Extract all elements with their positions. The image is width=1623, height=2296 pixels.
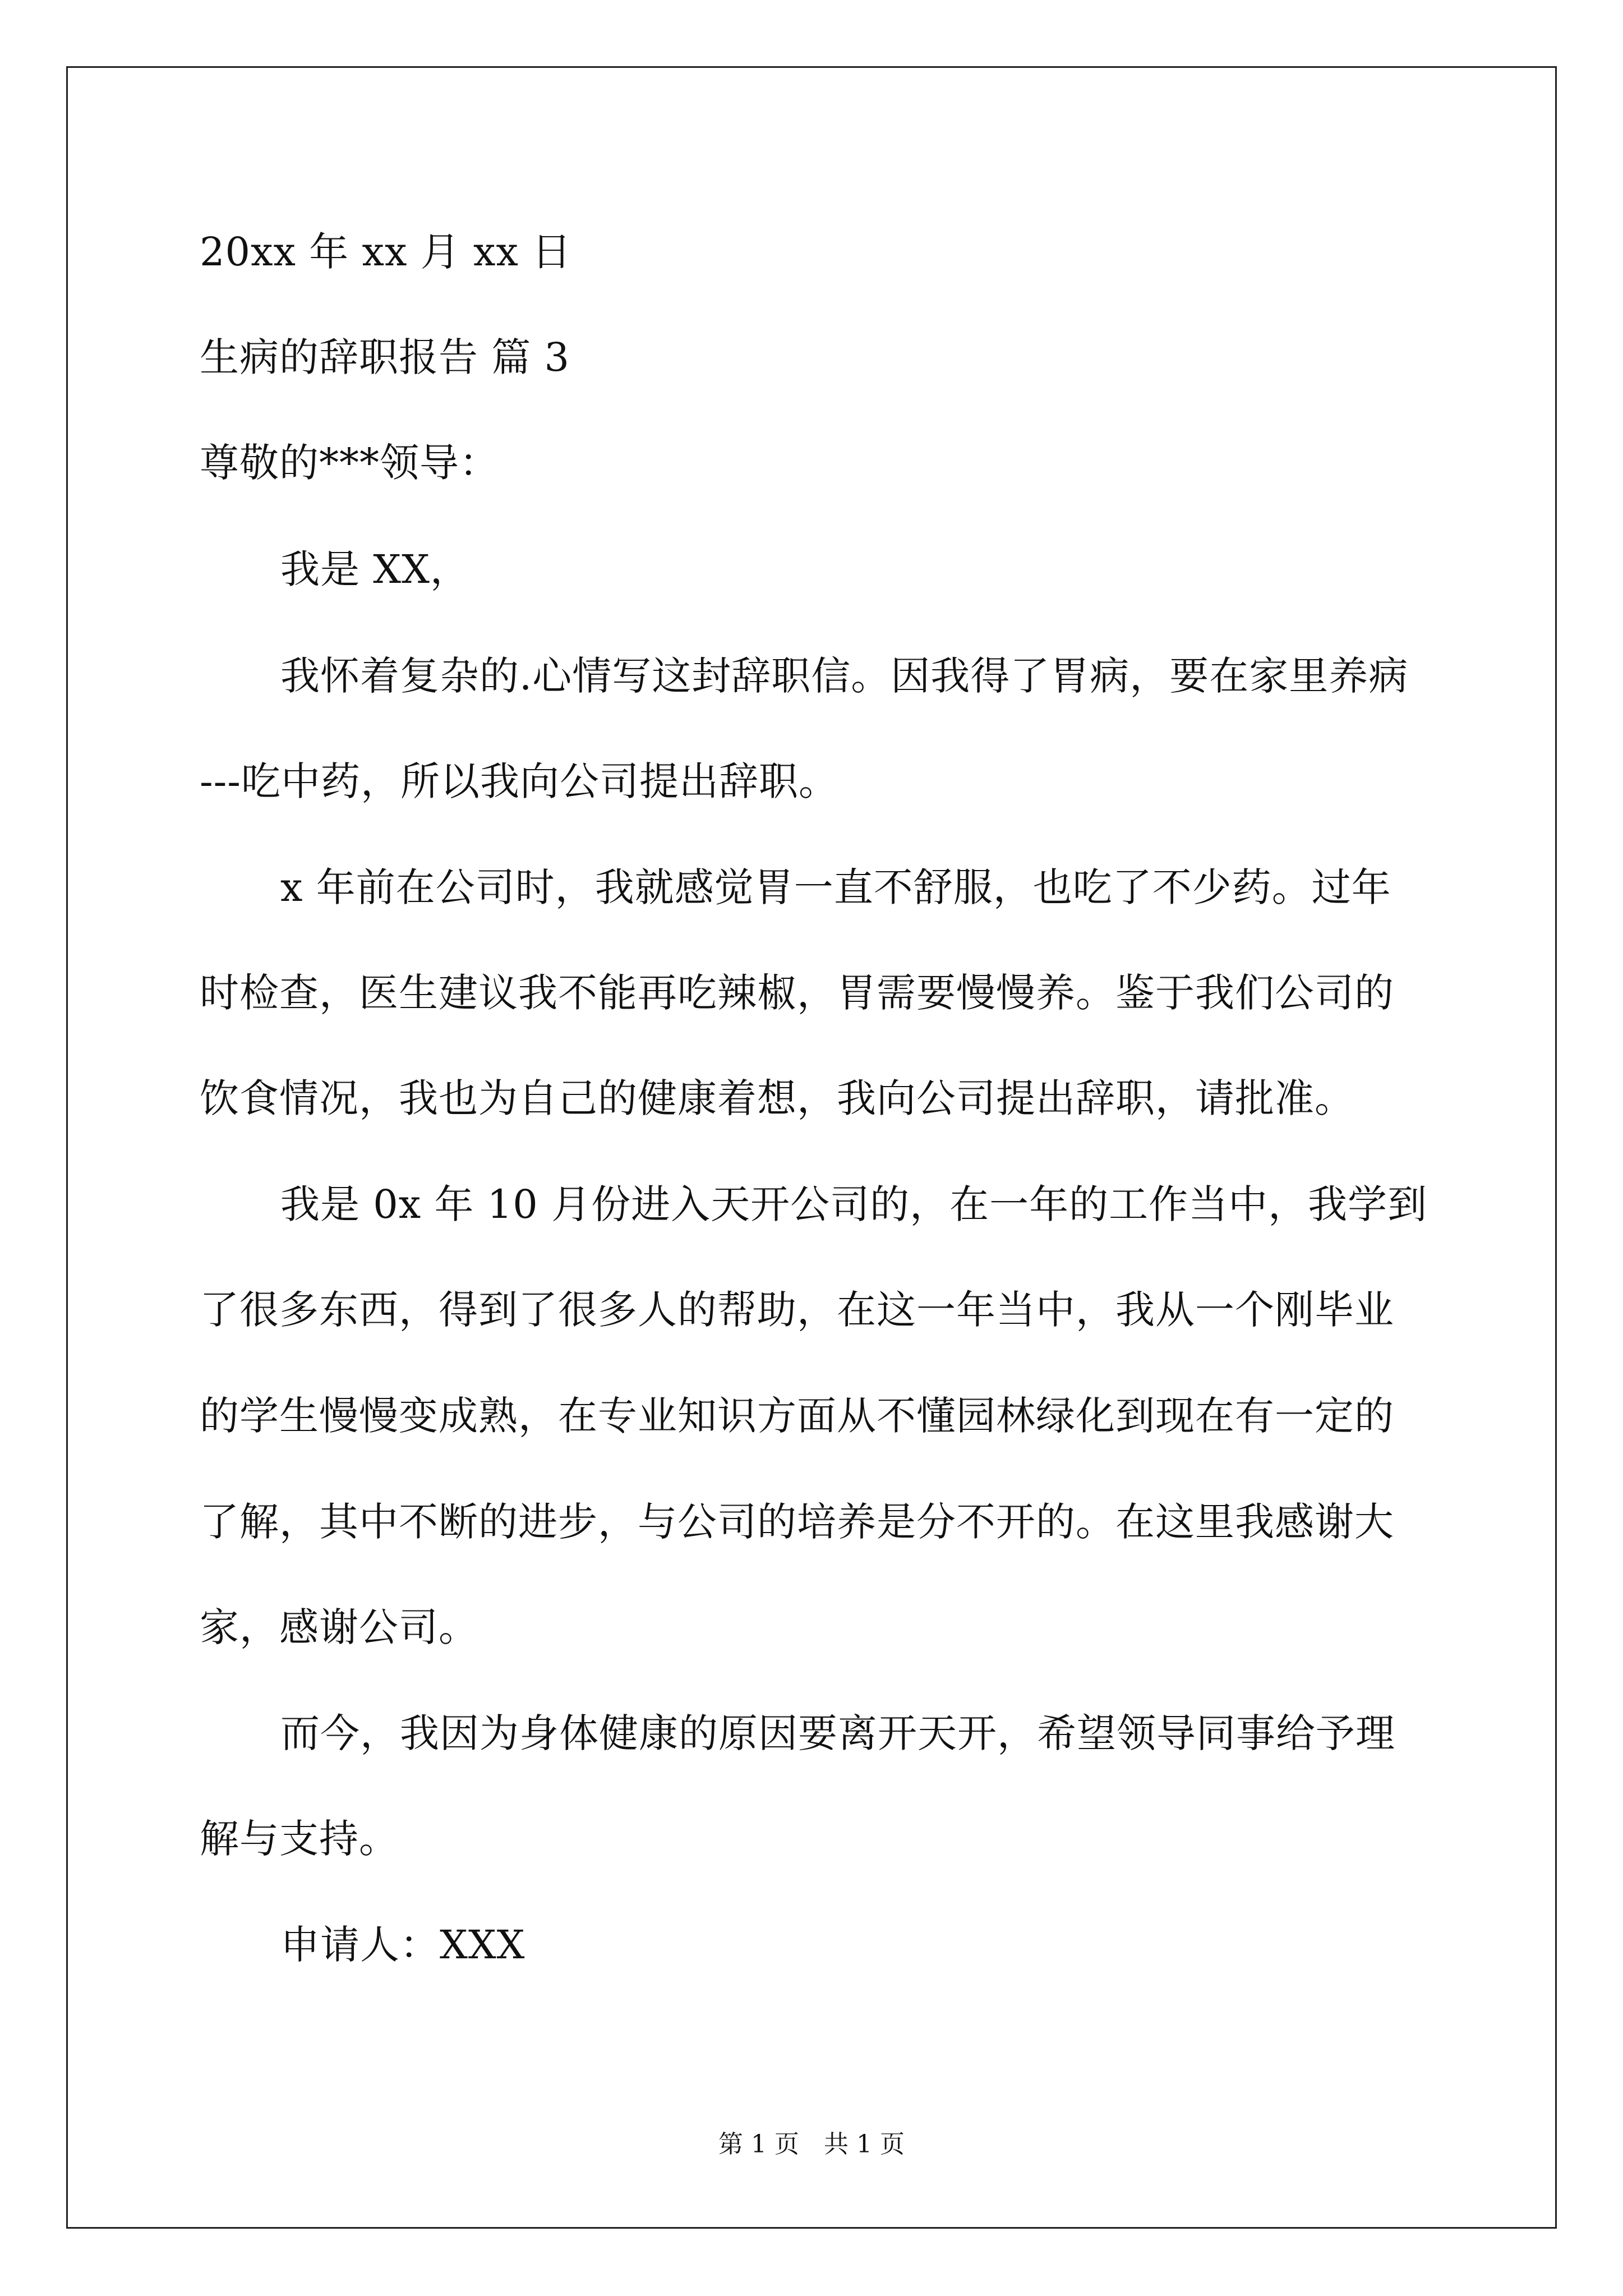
paragraph-1-line-1: 我是 XX， (280, 546, 470, 592)
paragraph-5-line-2: 解与支持。 (200, 1816, 399, 1862)
paragraph-3-line-3: 饮食情况，我也为自己的健康着想，我向公司提出辞职，请批准。 (200, 1075, 1354, 1121)
paragraph-4-line-3: 的学生慢慢变成熟，在专业知识方面从不懂园林绿化到现在有一定的 (200, 1393, 1394, 1439)
paragraph-5-line-1: 而今，我因为身体健康的原因要离开天开，希望领导同事给予理 (280, 1710, 1395, 1756)
document-heading: 生病的辞职报告 篇 3 (200, 334, 570, 380)
paragraph-3-line-1: x 年前在公司时，我就感觉胃一直不舒服，也吃了不少药。过年 (280, 864, 1391, 910)
paragraph-3-line-2: 时检查，医生建议我不能再吃辣椒，胃需要慢慢养。鉴于我们公司的 (200, 970, 1394, 1016)
paragraph-4-line-5: 家，感谢公司。 (200, 1604, 478, 1650)
paragraph-2-line-2: ---吃中药，所以我向公司提出辞职。 (200, 758, 838, 804)
paragraph-4-line-1: 我是 0x 年 10 月份进入天开公司的，在一年的工作当中，我学到 (280, 1181, 1428, 1227)
date-line: 20xx 年 xx 月 xx 日 (200, 229, 572, 275)
paragraph-4-line-4: 了解，其中不断的进步，与公司的培养是分不开的。在这里我感谢大 (200, 1499, 1394, 1545)
page-number: 第 1 页 共 1 页 (718, 2130, 905, 2159)
paragraph-4-line-2: 了很多东西，得到了很多人的帮助，在这一年当中，我从一个刚毕业 (200, 1287, 1394, 1333)
page-border (66, 66, 1557, 2229)
signature: 申请人：XXX (280, 1922, 525, 1968)
paragraph-2-line-1: 我怀着复杂的.心情写这封辞职信。因我得了胃病，要在家里养病 (280, 653, 1409, 699)
salutation: 尊敬的***领导： (200, 440, 499, 486)
